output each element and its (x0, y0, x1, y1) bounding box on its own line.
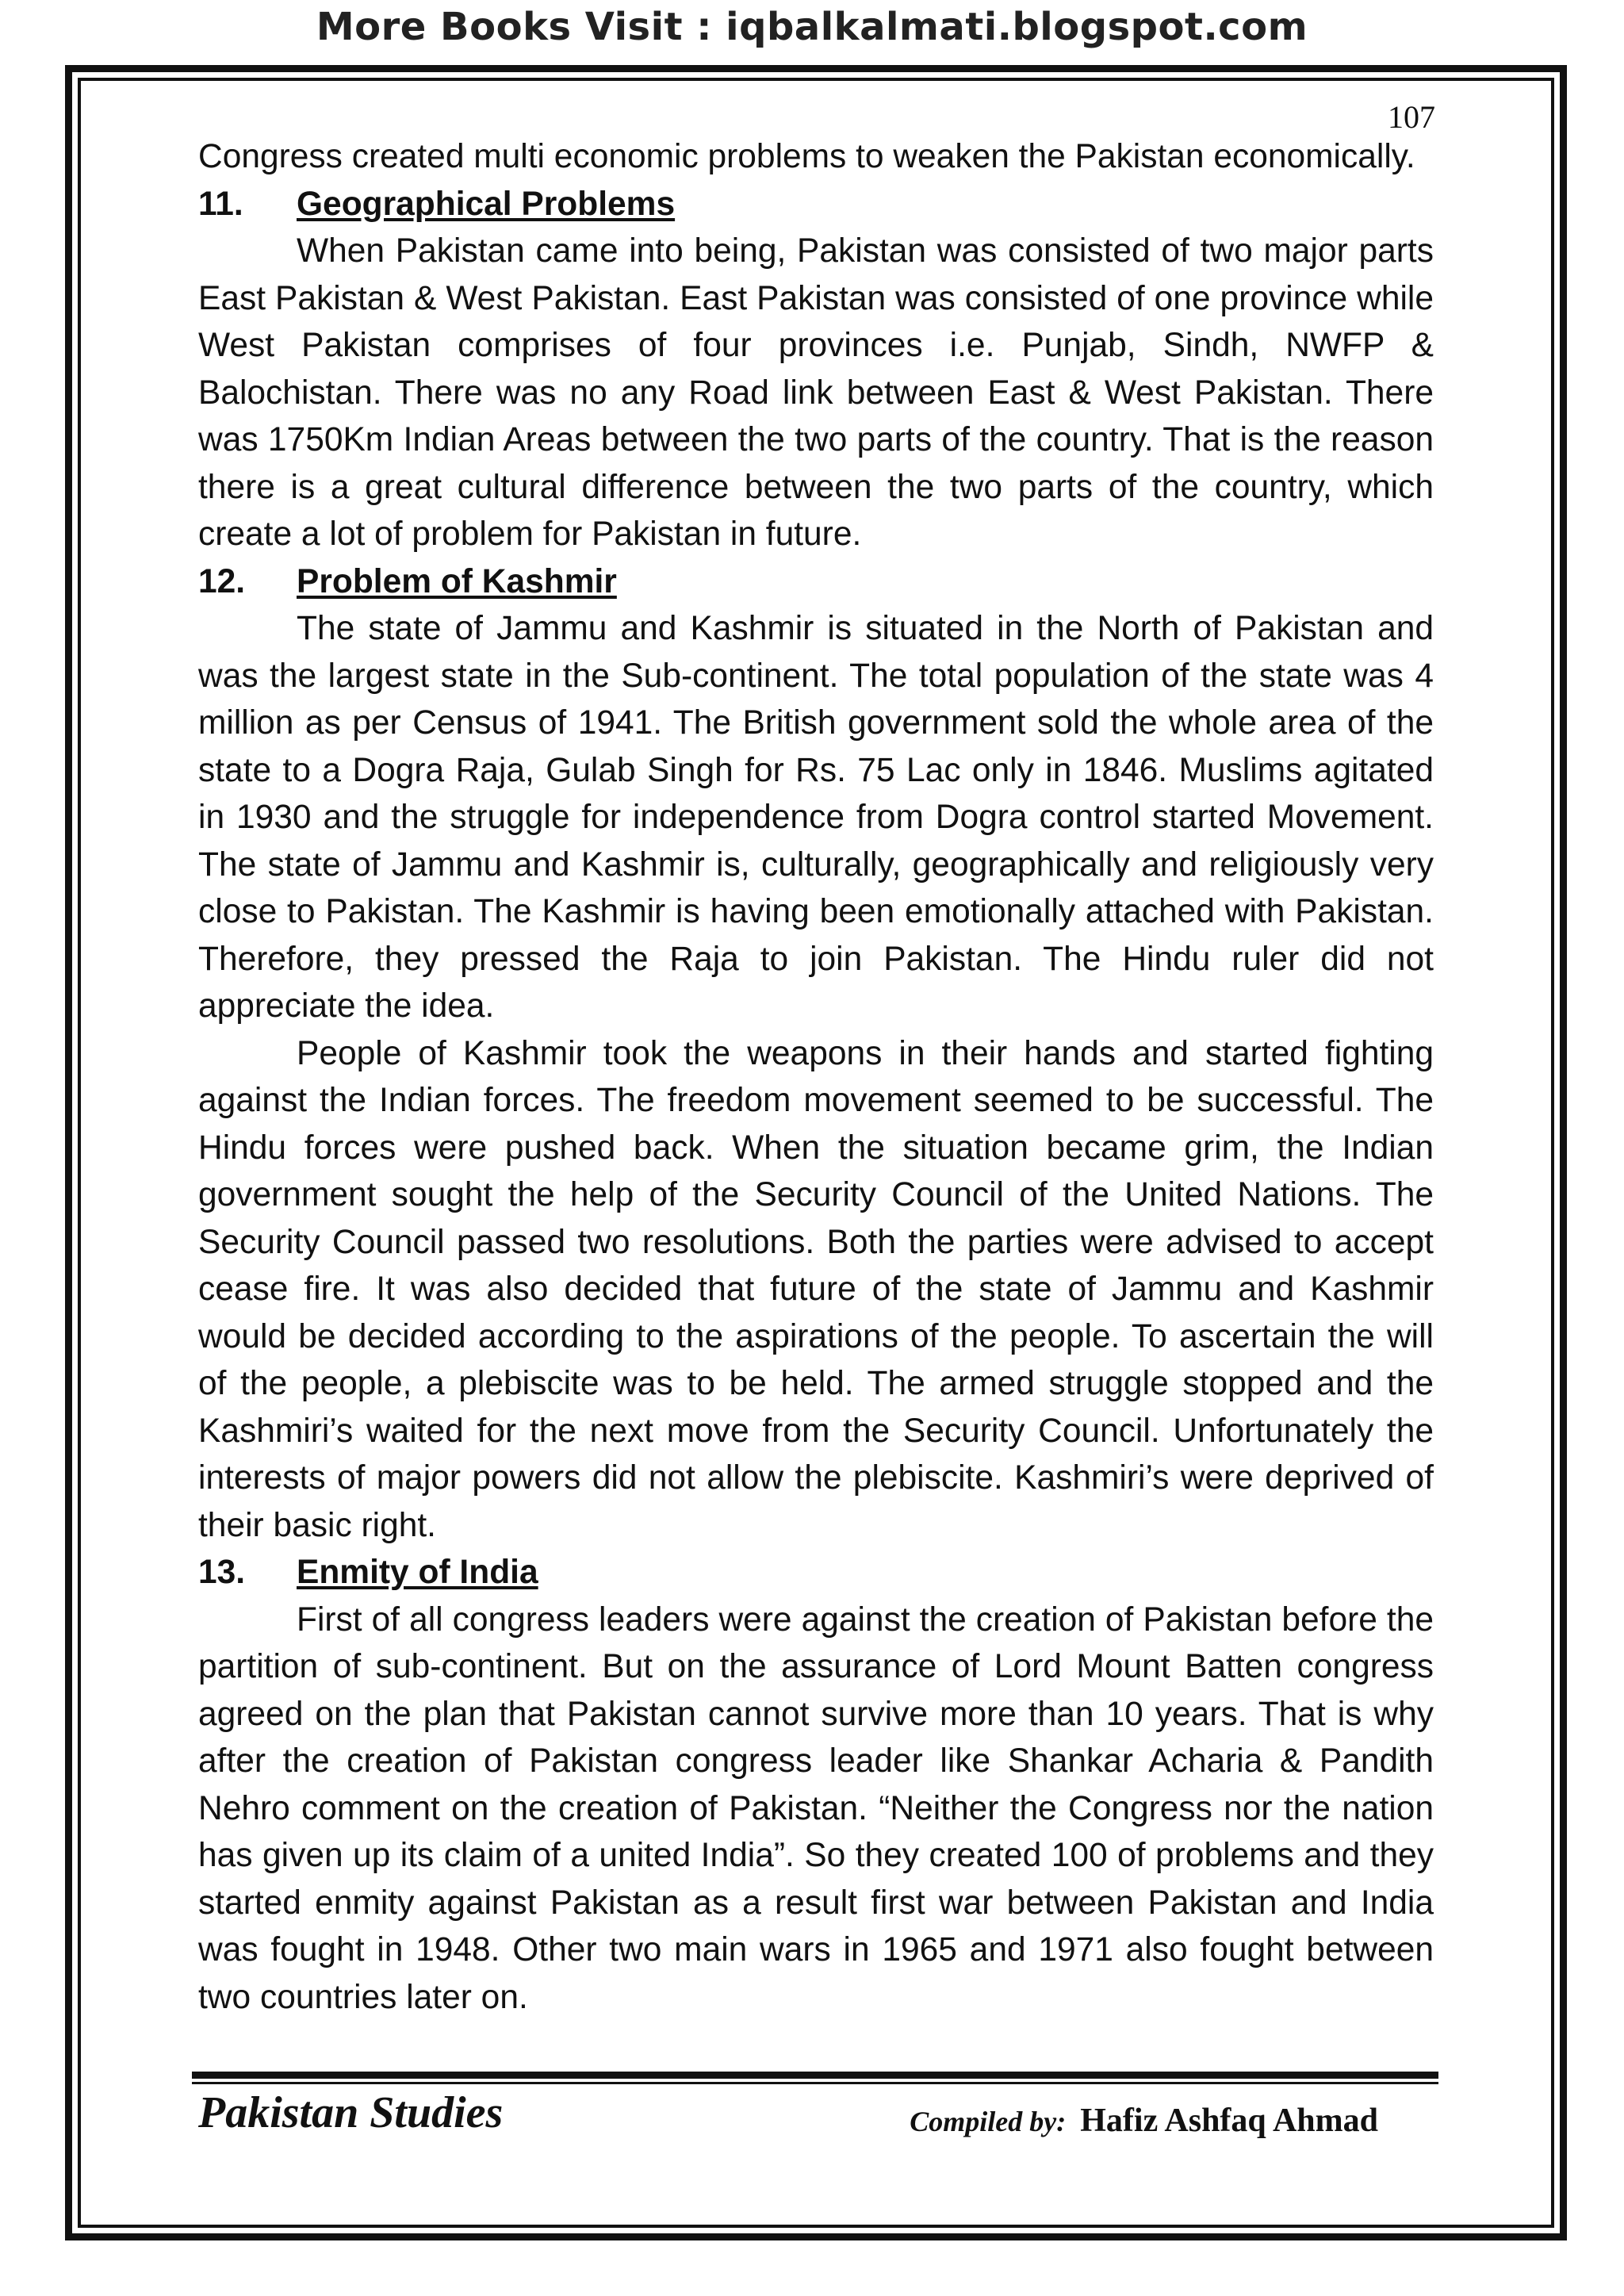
footer-book-title: Pakistan Studies (198, 2088, 504, 2137)
heading-number: 13. (198, 1554, 246, 1591)
footer-rule-thick (192, 2072, 1438, 2079)
heading-problem-of-kashmir (198, 558, 1434, 606)
paragraph-geographical: When Pakistan came into being, Pakistan was consisted of two major parts East Pakistan & West Pakistan. East Pakistan was consisted of one province while West Pakistan comprises of four provinces i.e. Punjab, Sindh, NWFP & Balochistan. There was no any Road link between East & West Pakistan. There was 1750Km Indian Areas between the two parts of the country. That is the reason there is a great cultural difference between the two parts of the country, which create a lot of problem for Pakistan in future. (198, 232, 1434, 553)
site-banner: More Books Visit : iqbalkalmati.blogspot.com (316, 5, 1308, 49)
page-number: 107 (1388, 99, 1435, 135)
heading-enmity-of-india (198, 1549, 1434, 1596)
heading-title: Enmity of India (297, 1554, 538, 1591)
heading-geographical-problems (198, 181, 1434, 228)
footer-compiled-by (910, 2102, 1378, 2140)
paragraph-kashmir-1: The state of Jammu and Kashmir is situated in the North of Pakistan and was the largest state in the Sub-continent. The total population of the state was 4 million as per Census of 1941. The British government sold the whole area of the state to a Dogra Raja, Gulab Singh for Rs. 75 Lac only in 1846. Muslims agitated in 1930 and the struggle for independence from Dogra control started Movement. The state of Jammu and Kashmir is, culturally, geographically and religiously very close to Pakistan. The Kashmir is having been emotionally attached with Pakistan. Therefore, they pressed the Raja to join Pakistan. The Hindu ruler did not appreciate the idea. (198, 610, 1434, 1025)
author-name: Hafiz Ashfaq Ahmad (1080, 2102, 1378, 2139)
paragraph-intro: Congress created multi economic problems to weaken the Pakistan economically. (198, 138, 1415, 175)
heading-title: Problem of Kashmir (297, 562, 617, 600)
footer-rule-thin (192, 2082, 1438, 2084)
paragraph-kashmir-2: People of Kashmir took the weapons in their hands and started fighting against the Indian forces. The freedom movement seemed to be successful. The Hindu forces were pushed back. When the situation became grim, the Indian government sought the help of the Security Council of the United Nations. The Security Council passed two resolutions. Both the parties were advised to accept cease fire. It was also decided that future of the state of Jammu and Kashmir would be decided according to the aspirations of the people. To ascertain the will of the people, a plebiscite was to be held. The armed struggle stopped and the Kashmiri’s waited for the next move from the Security Council. Unfortunately the interests of major powers did not allow the plebiscite. Kashmiri’s were deprived of their basic right. (198, 1034, 1434, 1544)
compiled-by-label: Compiled by: (910, 2106, 1067, 2137)
heading-number: 12. (198, 562, 246, 600)
heading-title: Geographical Problems (297, 185, 676, 223)
paragraph-enmity: First of all congress leaders were against the creation of Pakistan before the partition of sub-continent. But on the assurance of Lord Mount Batten congress agreed on the plan that Pakistan cannot survive more than 10 years. That is why after the creation of Pakistan congress leader like Shankar Acharia & Pandith Nehro comment on the creation of Pakistan. “Neither the Congress nor the nation has given up its claim of a united India”. So they created 100 of problems and they started enmity against Pakistan as a result first war between Pakistan and India was fought in 1948. Other two main wars in 1965 and 1971 also fought between two countries later on. (198, 1600, 1434, 2016)
heading-number: 11. (198, 185, 243, 223)
page-content (198, 133, 1434, 2021)
